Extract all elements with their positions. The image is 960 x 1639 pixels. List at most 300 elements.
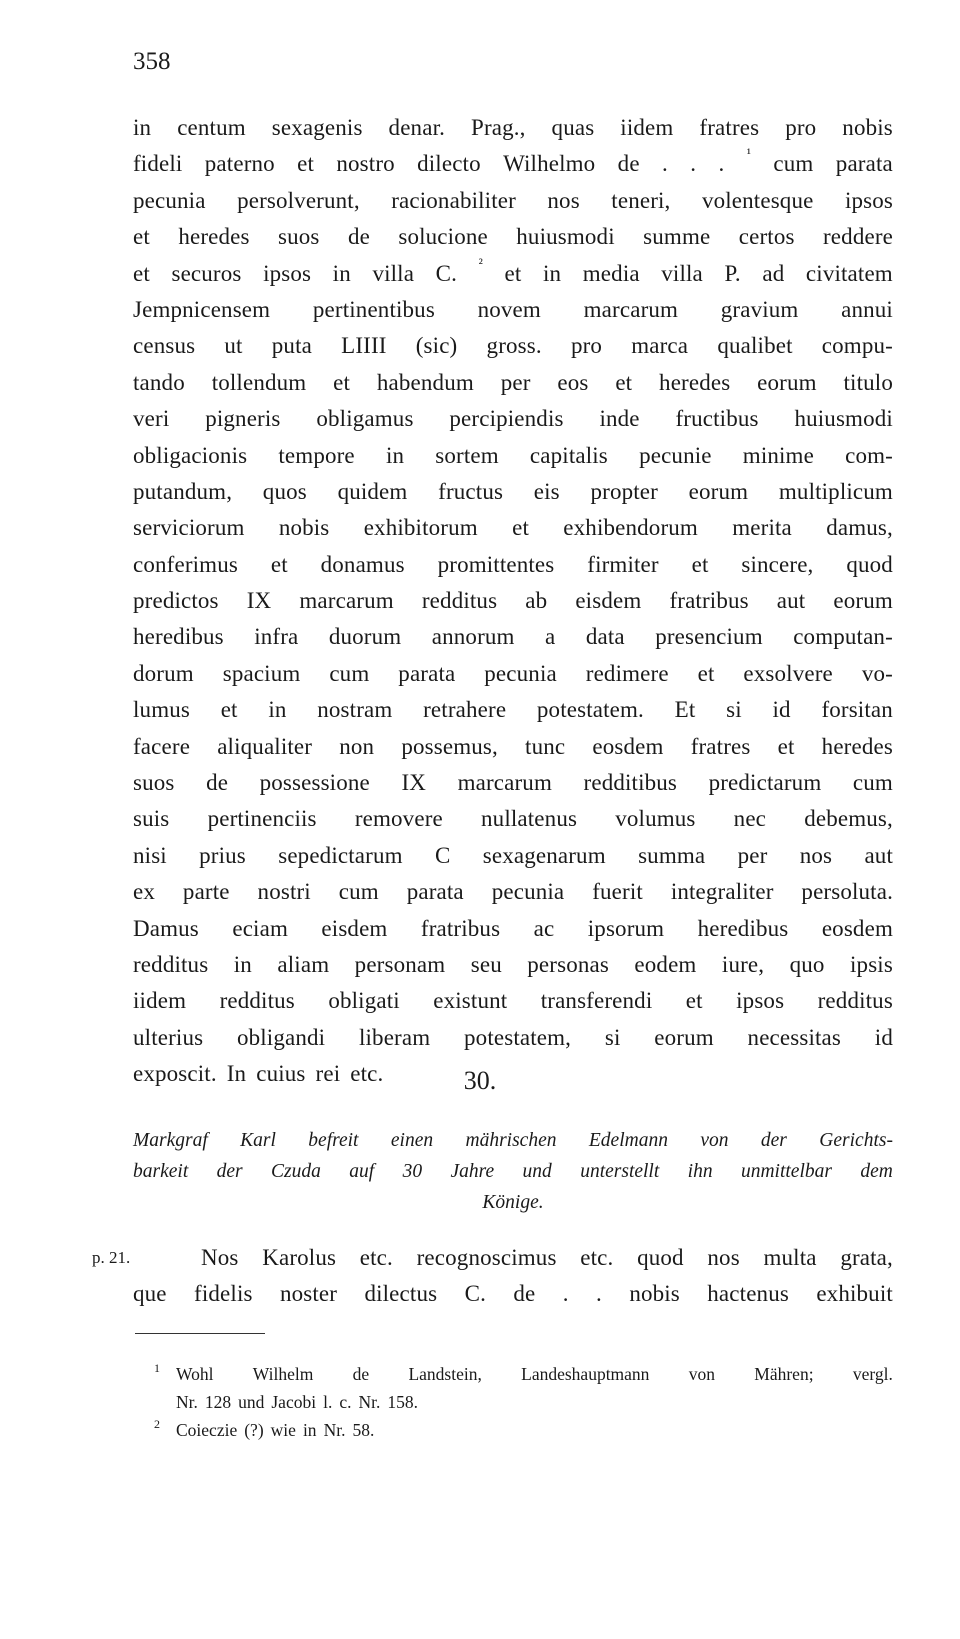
word: exposcit. [133, 1061, 217, 1087]
word: transferendi [540, 988, 653, 1014]
word: 30 [402, 1161, 423, 1182]
text-line [133, 765, 893, 801]
word: damus, [826, 515, 893, 541]
word: Karl [240, 1130, 276, 1151]
word: donamus [320, 551, 405, 577]
word: in [133, 115, 152, 140]
word: fratribus [420, 915, 501, 941]
word: predictos [133, 588, 219, 614]
word: Landeshauptmann [521, 1364, 650, 1384]
document-text [133, 1240, 893, 1313]
word: multiplicum [778, 478, 893, 504]
text-line [133, 401, 893, 437]
word: aut [776, 588, 806, 614]
word: de [347, 224, 370, 250]
text-line [133, 110, 893, 146]
word: summa [638, 842, 706, 868]
word: mährischen [465, 1130, 557, 1151]
word: nisi [133, 842, 167, 868]
word: firmiter [587, 551, 659, 577]
word: removere [354, 806, 443, 832]
word: spacium [222, 660, 301, 686]
word: recognoscimus [416, 1245, 557, 1270]
word: parata [835, 151, 893, 177]
word: et [615, 369, 633, 395]
word: eorum [833, 588, 893, 614]
word: certos [738, 224, 795, 250]
word: et [297, 151, 315, 177]
word: C. [435, 260, 458, 286]
margin-reference: p. 21. [92, 1248, 131, 1267]
word: annui [841, 296, 893, 322]
text-line [133, 947, 893, 983]
word: habendum [376, 369, 474, 395]
word: fideli [133, 151, 183, 177]
word: . [562, 1281, 569, 1307]
word: potestatem, [464, 1024, 572, 1050]
word: nostri [257, 879, 311, 905]
word: Mähren; [754, 1364, 814, 1384]
word: Damus [133, 915, 199, 941]
word: et [685, 988, 703, 1014]
word: cum [329, 660, 370, 686]
word: und [238, 1392, 265, 1412]
word: in [302, 1420, 317, 1440]
word: parata [398, 660, 456, 686]
word: volumus [615, 806, 696, 832]
word: obligamus [316, 406, 414, 432]
word: pro [785, 115, 817, 140]
word: noster [279, 1281, 338, 1307]
word: serviciorum [133, 515, 245, 541]
word: persolverunt, [237, 187, 360, 213]
word: ipsos [844, 187, 893, 213]
word: reddere [823, 224, 893, 250]
footnote-line [154, 1416, 893, 1444]
text-line [133, 619, 893, 655]
word: . [690, 151, 697, 177]
text-line [133, 1240, 893, 1276]
word: Wilhelmo [503, 151, 596, 177]
word: de [513, 1281, 536, 1307]
word: redditus [817, 988, 893, 1014]
word: et [697, 660, 715, 686]
word: securos [171, 260, 242, 286]
footnote-text [158, 1388, 893, 1416]
word: percipiendis [449, 406, 564, 432]
word: Nr. [323, 1420, 346, 1440]
word: non [339, 733, 375, 759]
word: LIIII [341, 333, 387, 359]
word: data [585, 624, 625, 650]
footnote-text [158, 1416, 893, 1444]
text-line [133, 438, 893, 474]
word: nostram [317, 697, 393, 723]
word: ² [478, 256, 483, 272]
word: Landstein, [408, 1364, 482, 1384]
word: tando [133, 369, 185, 395]
word: redditus [133, 951, 209, 977]
text-line [133, 801, 893, 837]
word: promittentes [437, 551, 555, 577]
word: predictarum [708, 770, 822, 796]
word: si [726, 697, 742, 723]
word: cum [773, 151, 814, 177]
word: redditibus [583, 770, 678, 796]
word: de [352, 1364, 370, 1384]
word: et [270, 551, 288, 577]
word: eorum [757, 369, 817, 395]
word: eisdem [321, 915, 388, 941]
word: cuius [256, 1061, 306, 1087]
word: in [233, 951, 252, 977]
word: quas [551, 115, 595, 140]
page-number: 358 [133, 48, 171, 75]
word: pertinentibus [312, 296, 435, 322]
word: Coieczie [176, 1420, 238, 1440]
word: ab [525, 588, 548, 614]
word: sexagenarum [482, 842, 606, 868]
word: eorum [688, 478, 749, 504]
word: Gerichts- [819, 1130, 893, 1151]
word: Jempnicensem [133, 296, 271, 322]
word: personam [354, 951, 446, 977]
word: media [582, 260, 640, 286]
footnote-mark: 2 [154, 1417, 160, 1431]
word: gravium [720, 296, 799, 322]
word: eisdem [575, 588, 642, 614]
footnote-text [158, 1360, 893, 1388]
word: fidelis [194, 1281, 253, 1307]
word: 58. [352, 1420, 375, 1440]
word: que [133, 1281, 167, 1307]
word: et [133, 260, 150, 286]
word: heredes [821, 733, 893, 759]
word: quod [846, 551, 893, 577]
word: (?) [244, 1420, 264, 1440]
word: suis [133, 806, 170, 832]
word: pecunia [133, 187, 206, 213]
word: marcarum [299, 588, 394, 614]
footnote-divider [135, 1333, 265, 1334]
word: heredes [659, 369, 731, 395]
word: vergl. [852, 1364, 893, 1384]
word: und [522, 1161, 552, 1182]
word: veri [133, 406, 170, 432]
word: quo [789, 951, 825, 977]
word: duorum [328, 624, 402, 650]
word: sexagenis [271, 115, 363, 140]
word: von [688, 1364, 715, 1384]
word: existunt [433, 988, 508, 1014]
word: annorum [431, 624, 515, 650]
word: in [268, 697, 287, 723]
word: eorum [654, 1024, 714, 1050]
word: summe [643, 224, 711, 250]
word: IX [246, 588, 272, 614]
word: exhibendorum [563, 515, 698, 541]
word: c. [339, 1392, 352, 1412]
text-line [133, 838, 893, 874]
word: huiusmodi [516, 224, 615, 250]
word: C [434, 842, 451, 868]
word: potestatem. [536, 697, 644, 723]
word: putandum, [133, 478, 233, 504]
word: infra [254, 624, 299, 650]
word: eciam [232, 915, 288, 941]
word: nobis [629, 1281, 680, 1307]
word: liberam [358, 1024, 431, 1050]
word: unmittelbar [740, 1161, 832, 1182]
word: villa [661, 260, 703, 286]
word: Et [674, 697, 696, 723]
text-line [133, 983, 893, 1019]
word: eodem [634, 951, 697, 977]
word: Markgraf [133, 1130, 208, 1151]
word: parata [406, 879, 464, 905]
word: ex [133, 879, 156, 905]
word: et [220, 697, 238, 723]
word: sortem [435, 442, 499, 468]
word: id [874, 1024, 893, 1050]
word: Nos [201, 1245, 239, 1270]
text-line [133, 365, 893, 401]
text-line [133, 474, 893, 510]
word: huiusmodi [794, 406, 893, 432]
word: grata, [840, 1245, 893, 1270]
word: per [500, 369, 531, 395]
text-line [133, 219, 893, 255]
text-line [133, 656, 893, 692]
word: nostro [336, 151, 395, 177]
word: tunc [525, 733, 566, 759]
word: eis [533, 478, 560, 504]
word: dilectus [364, 1281, 438, 1307]
word: fructus [438, 478, 504, 504]
word: Wohl [176, 1364, 214, 1384]
word: prius [199, 842, 246, 868]
word: obligacionis [133, 442, 248, 468]
word: pertinenciis [207, 806, 317, 832]
word: suos [278, 224, 320, 250]
word: obligandi [236, 1024, 326, 1050]
word: marcarum [583, 296, 679, 322]
body-text [133, 110, 893, 1093]
word: obligati [328, 988, 400, 1014]
word: ut [224, 333, 243, 359]
word: 128 [204, 1392, 232, 1412]
summary-line [133, 1125, 893, 1156]
word: integraliter [670, 879, 774, 905]
word: pecunia [491, 879, 565, 905]
word: etc. [350, 1061, 384, 1087]
word: a [545, 624, 556, 650]
word: civitatem [805, 260, 893, 286]
word: villa [372, 260, 415, 286]
word: forsitan [821, 697, 893, 723]
word: necessitas [747, 1024, 842, 1050]
word: cum [338, 879, 379, 905]
word: eosdem [821, 915, 893, 941]
word: et [512, 515, 529, 541]
text-line [133, 1020, 893, 1056]
word: in [543, 260, 562, 286]
word: (sic) [415, 333, 458, 359]
word: debemus, [804, 806, 893, 832]
text-line [133, 692, 893, 728]
word: fuerit [592, 879, 643, 905]
word: possessione [259, 770, 370, 796]
word: dilecto [417, 151, 481, 177]
word: nullatenus [481, 806, 578, 832]
word: aut [864, 842, 893, 868]
word: sincere, [741, 551, 814, 577]
word: iure, [721, 951, 765, 977]
word: ulterius [133, 1024, 204, 1050]
word: iidem [133, 988, 187, 1014]
word: fratres [690, 733, 751, 759]
text-line [133, 547, 893, 583]
word: Wilhelm [252, 1364, 314, 1384]
text-line [133, 874, 893, 910]
word: aliam [277, 951, 330, 977]
word: id [772, 697, 791, 723]
word: quidem [337, 478, 408, 504]
word: exhibuit [816, 1281, 893, 1307]
word: personas [527, 951, 609, 977]
word: novem [477, 296, 541, 322]
word: marcarum [457, 770, 552, 796]
word: einen [390, 1130, 434, 1151]
word: puta [271, 333, 312, 359]
word: persoluta. [801, 879, 893, 905]
word: wie [270, 1420, 296, 1440]
word: heredibus [697, 915, 789, 941]
word: quod [637, 1245, 684, 1270]
word: volentesque [701, 187, 814, 213]
word: gross. [486, 333, 542, 359]
text-line [133, 256, 893, 292]
word: Nr. [176, 1392, 198, 1412]
word: multa [763, 1245, 817, 1270]
word: per [737, 842, 768, 868]
word: in [332, 260, 351, 286]
word: census [133, 333, 196, 359]
word: capitalis [529, 442, 608, 468]
word: in [385, 442, 405, 468]
word: conferimus [133, 551, 238, 577]
word: tollendum [211, 369, 307, 395]
word: iidem [620, 115, 674, 140]
word: et [133, 224, 150, 250]
word: In [226, 1061, 247, 1087]
word: Könige. [482, 1192, 544, 1213]
word: presencium [655, 624, 763, 650]
word: Edelmann [588, 1130, 668, 1151]
word: nos [707, 1245, 740, 1270]
word: centum [177, 115, 246, 140]
word: . [596, 1281, 602, 1307]
text-line [133, 1276, 893, 1312]
word: Prag., [471, 115, 526, 140]
word: Czuda [271, 1161, 321, 1182]
word: . [718, 151, 725, 177]
word: propter [590, 478, 658, 504]
word: dem [860, 1161, 893, 1182]
word: computan- [793, 624, 893, 650]
word: possemus, [401, 733, 498, 759]
text-line [133, 911, 893, 947]
word: qualibet [717, 333, 793, 359]
word: der [760, 1130, 787, 1151]
text-line [133, 510, 893, 546]
text-line [133, 146, 893, 182]
footnote-mark: 1 [154, 1361, 160, 1375]
word: fratribus [669, 588, 749, 614]
word: ipsos [736, 988, 785, 1014]
word: Nr. [358, 1392, 381, 1412]
word: quos [262, 478, 307, 504]
word: fratres [699, 115, 760, 140]
word: barkeit [133, 1161, 189, 1182]
word: tempore [278, 442, 355, 468]
word: eosdem [592, 733, 664, 759]
text-line [133, 292, 893, 328]
word: C. [464, 1281, 486, 1307]
text-line [133, 583, 893, 619]
summary-line [133, 1156, 893, 1187]
word: nec [733, 806, 767, 832]
word: exsolvere [743, 660, 833, 686]
word: dorum [133, 660, 194, 686]
word: lumus [133, 697, 190, 723]
word: etc. [359, 1245, 393, 1270]
word: eos [557, 369, 589, 395]
word: merita [732, 515, 792, 541]
word: et [333, 369, 351, 395]
word: rei [315, 1061, 341, 1087]
word: redimere [585, 660, 669, 686]
text-line [133, 328, 893, 364]
word: P. [724, 260, 741, 286]
word: ipsos [263, 260, 312, 286]
word: heredes [178, 224, 250, 250]
text-line [133, 183, 893, 219]
word: unterstellt [580, 1161, 660, 1182]
word: fructibus [675, 406, 759, 432]
word: ipsis [850, 951, 893, 977]
word: ad [762, 260, 785, 286]
word: Jahre [450, 1161, 495, 1182]
word: facere [133, 733, 191, 759]
word: Karolus [262, 1245, 337, 1270]
word: solucione [398, 224, 488, 250]
word: ¹ [746, 147, 752, 163]
word: 158. [387, 1392, 418, 1412]
word: redditus [219, 988, 295, 1014]
word: parte [182, 879, 230, 905]
word: exhibitorum [363, 515, 478, 541]
word: der [216, 1161, 243, 1182]
word: pro [570, 333, 603, 359]
word: heredibus [133, 624, 224, 650]
document-summary [133, 1125, 893, 1218]
word: auf [349, 1161, 375, 1182]
word: nobis [842, 115, 893, 140]
word: retrahere [423, 697, 507, 723]
word: ac [533, 915, 555, 941]
word: von [700, 1130, 729, 1151]
